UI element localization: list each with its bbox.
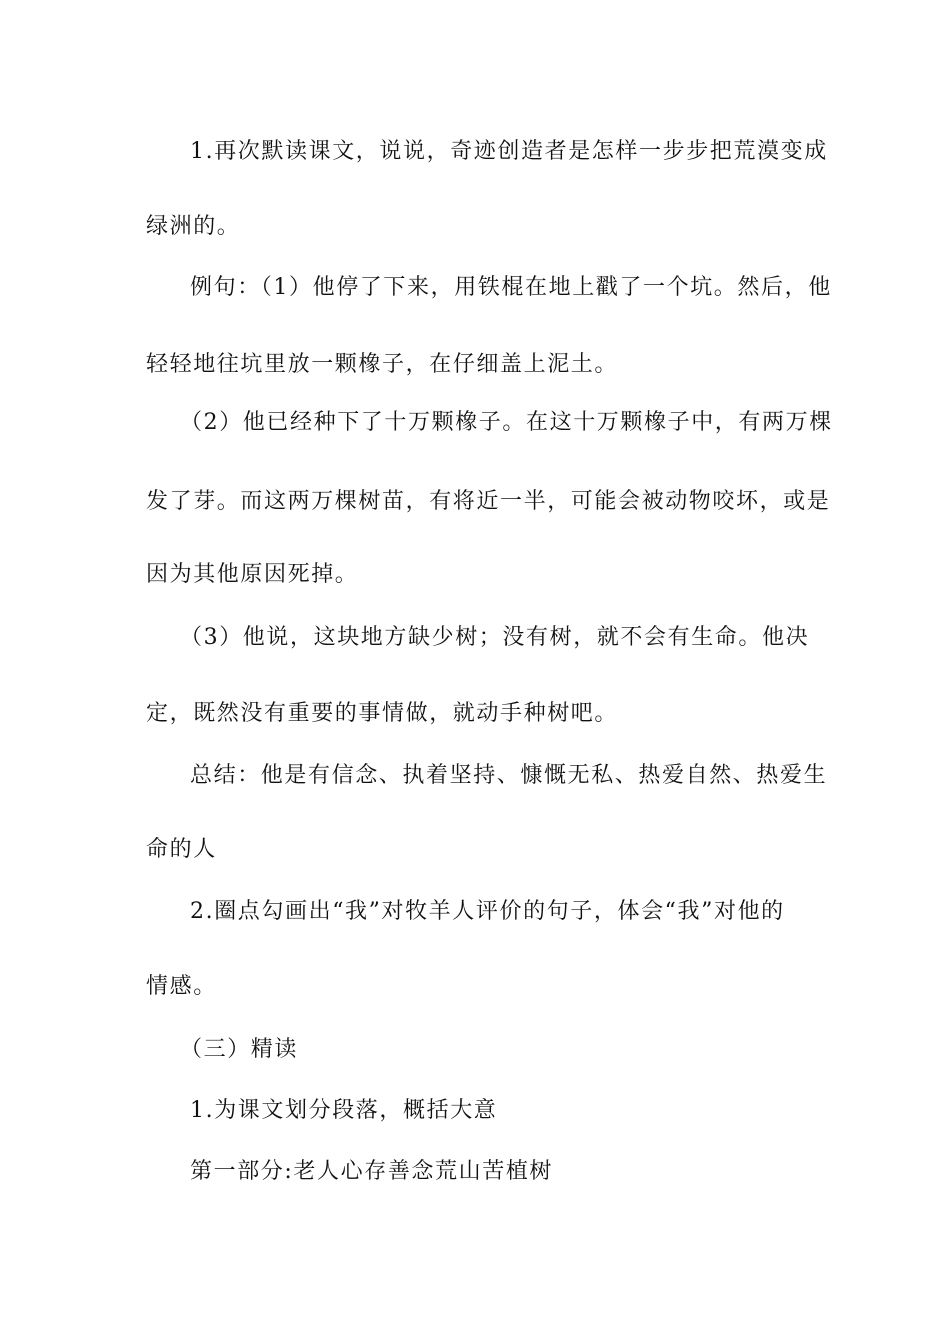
paragraph-question-1-line-2: 绿洲的。 (146, 214, 241, 239)
example-label-line-1: 例句：（1）他停了下来，用铁棍在地上戳了一个坑。然后，他 (190, 275, 832, 300)
example-2-line-2: 发了芽。而这两万棵树苗，有将近一半，可能会被动物咬坏，或是 (146, 489, 831, 514)
example-2-line-3: 因为其他原因死掉。 (146, 562, 359, 587)
summary-line-1: 总结：他是有信念、执着坚持、慷慨无私、热爱自然、热爱生 (190, 763, 828, 788)
part-one-summary: 第一部分:老人心存善念荒山苦植树 (190, 1159, 554, 1184)
section-heading-intensive-reading: （三）精读 (180, 1037, 299, 1062)
paragraph-division-task: 1.为课文划分段落，概括大意 (190, 1098, 498, 1123)
paragraph-question-2-line-1: 2.圈点勾画出“我”对牧羊人评价的句子，体会“我”对他的 (190, 899, 785, 924)
example-3-line-2: 定，既然没有重要的事情做，就动手种树吧。 (146, 701, 619, 726)
example-2-line-1: （2）他已经种下了十万颗橡子。在这十万颗橡子中，有两万棵 (180, 410, 833, 435)
paragraph-question-1-line-1: 1.再次默读课文，说说，奇迹创造者是怎样一步步把荒漠变成 (190, 139, 828, 164)
summary-line-2: 命的人 (146, 837, 217, 862)
example-label-line-2: 轻轻地往坑里放一颗橡子，在仔细盖上泥土。 (146, 352, 619, 377)
example-3-line-1: （3）他说，这块地方缺少树；没有树，就不会有生命。他决 (180, 625, 810, 650)
paragraph-question-2-line-2: 情感。 (146, 974, 217, 999)
